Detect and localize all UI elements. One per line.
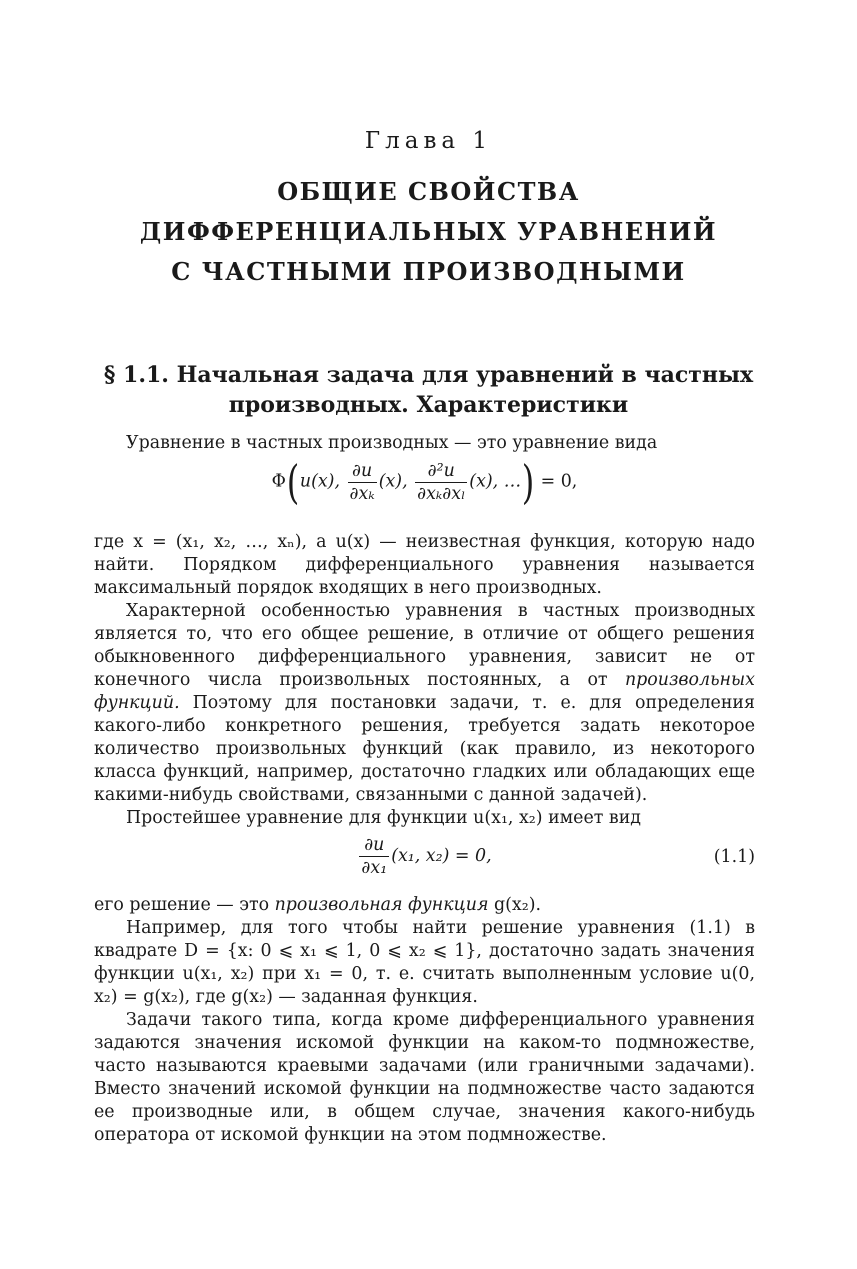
fraction-first-derivative: [348, 460, 377, 505]
formula-arg-u: u(x),: [299, 471, 340, 492]
emphasis-arbitrary-functions: произвольных функций.: [94, 670, 755, 713]
paragraph-6: Например, для того чтобы найти решение уравнения (1.1) в квадрате D = {x: 0 ⩽ x₁ ⩽ 1, 0 ⩽ x₂ ⩽ 1}, достаточно задать значения функции u(x₁, x₂) при x₁ = 0, т. е. считать выполненным условие u(0, x₂) = g(x₂), где g(x₂) — заданная функция.: [94, 918, 755, 1007]
formula-equals-zero: = 0,: [540, 471, 578, 492]
body-text: [94, 432, 755, 1147]
chapter-title-line-2: ДИФФЕРЕНЦИАЛЬНЫХ УРАВНЕНИЙ: [139, 217, 718, 246]
fraction-numerator: ∂u: [359, 834, 389, 857]
right-paren: ): [521, 455, 535, 509]
fraction-second-derivative: [415, 460, 467, 505]
paragraph-3-part-a: Характерной особенностью уравнения в частных производных является то, что его общее решение, в отличие от общего решения обыкновенного дифференциального уравнения, зависит не от конечного числа произвольных постоянных, а от: [94, 601, 755, 690]
equation-number: (1.1): [713, 847, 755, 867]
emphasis-arbitrary-function: произвольная функция: [274, 895, 489, 915]
formula-rest: (x₁, x₂) = 0,: [391, 846, 492, 866]
fraction-partial-derivative: [359, 834, 389, 879]
left-paren: (: [286, 455, 300, 509]
paragraph-5: [94, 894, 755, 917]
chapter-label: Глава 1: [364, 128, 493, 154]
section-title-line-2: производных. Характеристики: [228, 392, 629, 418]
formula-arg-x-1: (x),: [378, 471, 408, 492]
paragraph-4: Простейшее уравнение для функции u(x₁, x₂) имеет вид: [126, 808, 642, 828]
fraction-numerator: ∂²u: [415, 460, 467, 483]
paragraph-5-part-a: его решение — это: [94, 895, 275, 915]
paragraph-5-part-b: g(x₂).: [488, 895, 542, 915]
paragraph-1: Уравнение в частных производных — это уравнение вида: [126, 433, 658, 453]
fraction-denominator: ∂xₖ∂xₗ: [417, 483, 466, 504]
formula-phi: Φ: [271, 471, 286, 492]
fraction-denominator: ∂xₖ: [349, 483, 375, 504]
formula-1-1: [94, 830, 755, 894]
chapter-title-line-1: ОБЩИЕ СВОЙСТВА: [277, 177, 580, 206]
paragraph-2: где x = (x₁, x₂, …, xₙ), а u(x) — неизвестная функция, которую надо найти. Порядком дифференциального уравнения называется максимальный порядок входящих в него производных.: [94, 532, 755, 598]
section-title: [70, 360, 787, 420]
fraction-numerator: ∂u: [348, 460, 377, 483]
formula-general-pde: [94, 455, 755, 531]
chapter-title-line-3: С ЧАСТНЫМИ ПРОИЗВОДНЫМИ: [171, 257, 686, 286]
paragraph-3: [94, 600, 755, 807]
fraction-denominator: ∂x₁: [361, 858, 388, 878]
paragraph-3-part-b: Поэтому для постановки задачи, т. е. для определения какого-либо конкретного решения, требуется задать некоторое количество произвольных функций (как правило, из некоторого класса функций, например, достаточно гладких или обладающих еще какими-нибудь свойствами, связанными с данной задачей).: [94, 693, 755, 805]
formula-arg-x-2: (x), …: [469, 471, 522, 492]
paragraph-7: Задачи такого типа, когда кроме дифференциального уравнения задаются значения искомой функции на каком-то подмножестве, часто называются краевыми задачами (или граничными задачами). Вместо значений искомой функции на подмножестве часто задаются ее производные или, в общем случае, значения какого-нибудь оператора от искомой функции на этом подмножестве.: [94, 1010, 755, 1145]
chapter-title: [0, 172, 857, 292]
section-title-line-1: § 1.1. Начальная задача для уравнений в частных: [103, 362, 754, 388]
